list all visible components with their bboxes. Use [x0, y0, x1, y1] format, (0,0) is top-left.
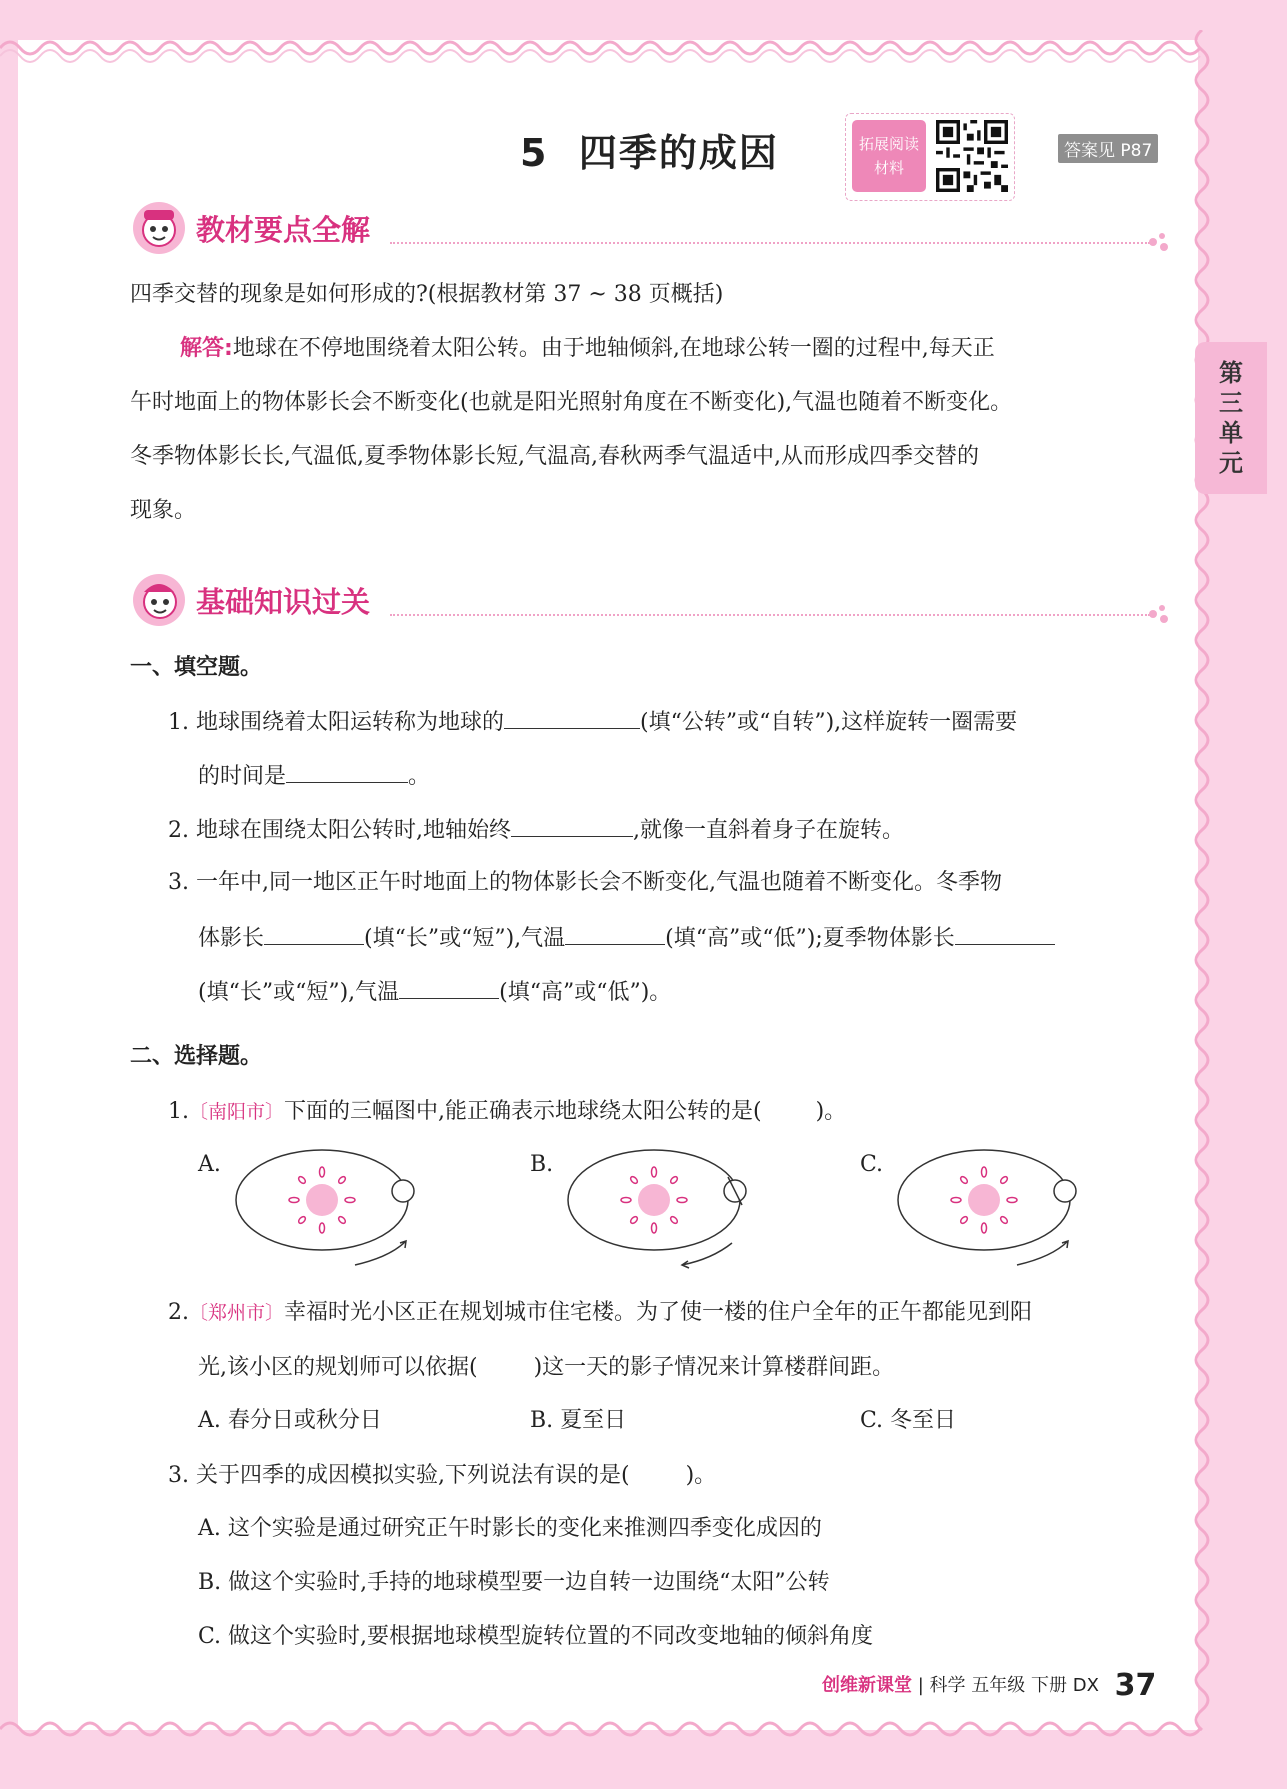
answer-line-3: 冬季物体影长长,气温低,夏季物体影长短,气温高,春秋两季气温适中,从而形成四季交替的	[130, 444, 979, 469]
choice-q3-option-a[interactable]: A. 这个实验是通过研究正午时影长的变化来推测四季变化成因的	[198, 1516, 822, 1541]
page-title: 5 四季的成因	[520, 131, 779, 175]
qr-code-icon[interactable]	[936, 120, 1008, 192]
section-header-basics	[130, 572, 1170, 628]
fill-q3-blank4[interactable]	[399, 978, 499, 999]
page-footer	[822, 1668, 1156, 1703]
orbit-figure-c[interactable]	[892, 1145, 1092, 1275]
choice-q2-line2: 光,该小区的规划师可以依据( )这一天的影子情况来计算楼群间距。	[198, 1355, 895, 1380]
fill-q3-line3: (填“长”或“短”),气温 (填“高”或“低”)。	[198, 980, 672, 1005]
choice-q3-answer-slot[interactable]	[630, 1462, 686, 1482]
figure-label-a: A.	[198, 1152, 221, 1177]
choice-q2-answer-slot[interactable]	[478, 1354, 534, 1374]
extended-reading-label: 拓展阅读 材料	[852, 120, 926, 192]
fill-q1-blank1[interactable]	[504, 708, 640, 729]
section-title-basics: 基础知识过关	[196, 585, 371, 619]
footer-separator: |	[917, 1675, 924, 1696]
choice-q1: 1.〔南阳市〕下面的三幅图中,能正确表示地球绕太阳公转的是( )。	[168, 1099, 847, 1124]
choice-q3: 3. 关于四季的成因模拟实验,下列说法有误的是( )。	[168, 1463, 717, 1488]
fill-q1-line1: 1. 地球围绕着太阳运转称为地球的 (填“公转”或“自转”),这样旋转一圈需要	[168, 710, 1018, 735]
choice-q2-line1: 2.〔郑州市〕幸福时光小区正在规划城市住宅楼。为了使一楼的住户全年的正午都能见到阳	[168, 1300, 1033, 1325]
choice-q3-option-b[interactable]: B. 做这个实验时,手持的地球模型要一边自转一边围绕“太阳”公转	[198, 1570, 830, 1595]
page-number: 37	[1114, 1668, 1157, 1703]
choice-q2-option-c[interactable]: C. 冬至日	[860, 1408, 957, 1433]
answer-line-2: 午时地面上的物体影长会不断变化(也就是阳光照射角度在不断变化),气温也随着不断变化。	[130, 390, 1013, 415]
wavy-border-top	[0, 28, 1287, 68]
wavy-border-bottom	[0, 1715, 1287, 1755]
answer-line-4: 现象。	[130, 498, 197, 523]
region-tag-zhengzhou: 〔郑州市〕	[189, 1302, 285, 1324]
orbit-figure-b[interactable]	[562, 1145, 762, 1275]
fill-q1-line2: 的时间是 。	[198, 764, 431, 789]
footer-info: 科学 五年级 下册 DX	[929, 1675, 1099, 1696]
decorative-dots	[1148, 230, 1170, 254]
answer-line-1: 解答:地球在不停地围绕着太阳公转。由于地轴倾斜,在地球公转一圈的过程中,每天正	[180, 336, 995, 361]
choice-heading: 二、选择题。	[130, 1044, 263, 1069]
answer-label: 解答:	[180, 336, 233, 361]
fill-q2: 2. 地球在围绕太阳公转时,地轴始终 ,就像一直斜着身子在旋转。	[168, 818, 904, 843]
orbit-figure-a[interactable]	[230, 1145, 430, 1275]
answer-reference-badge: 答案见 P87	[1058, 134, 1158, 163]
region-tag-nanyang: 〔南阳市〕	[189, 1101, 285, 1123]
unit-side-tab	[1195, 342, 1267, 494]
fill-q3-blank1[interactable]	[264, 924, 364, 945]
figure-label-c: C.	[860, 1152, 884, 1177]
section-title-key-points: 教材要点全解	[196, 213, 371, 247]
key-question: 四季交替的现象是如何形成的?(根据教材第 37 ~ 38 页概括)	[130, 282, 724, 307]
cartoon-mascot-icon	[130, 200, 188, 256]
section-divider	[390, 614, 1150, 616]
section-divider	[390, 242, 1150, 244]
fill-q1-blank2[interactable]	[286, 762, 408, 783]
figure-label-b: B.	[530, 1152, 554, 1177]
choice-q1-answer-slot[interactable]	[762, 1098, 816, 1118]
fill-q3-line1: 3. 一年中,同一地区正午时地面上的物体影长会不断变化,气温也随着不断变化。冬季物	[168, 870, 1002, 895]
fill-q2-blank[interactable]	[511, 816, 633, 837]
fill-q3-line2: 体影长 (填“长”或“短”),气温 (填“高”或“低”);夏季物体影长	[198, 924, 1055, 952]
footer-brand: 创维新课堂	[822, 1675, 912, 1696]
extended-reading-box[interactable]	[845, 113, 1015, 201]
cartoon-mascot-icon	[130, 572, 188, 628]
choice-q3-option-c[interactable]: C. 做这个实验时,要根据地球模型旋转位置的不同改变地轴的倾斜角度	[198, 1624, 874, 1649]
decorative-dots	[1148, 602, 1170, 626]
choice-q2-option-a[interactable]: A. 春分日或秋分日	[198, 1408, 382, 1433]
wavy-border-right	[1190, 30, 1230, 1750]
unit-side-tab-label: 第三单元	[1219, 359, 1243, 477]
fill-heading: 一、填空题。	[130, 655, 263, 680]
fill-q3-blank2[interactable]	[565, 924, 665, 945]
section-header-key-points	[130, 200, 1170, 256]
fill-q3-blank3[interactable]	[955, 924, 1055, 945]
choice-q2-option-b[interactable]: B. 夏至日	[530, 1408, 627, 1433]
